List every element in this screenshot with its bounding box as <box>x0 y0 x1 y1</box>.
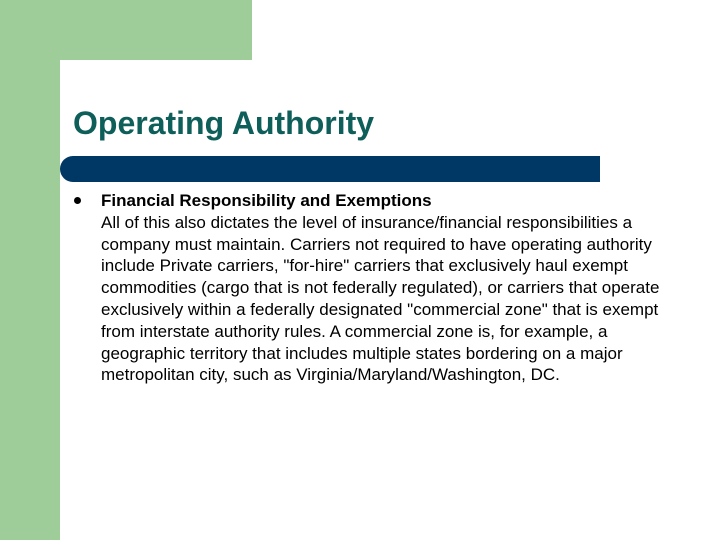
bullet-item <box>101 190 676 386</box>
decorative-green-band-left <box>0 0 60 540</box>
slide-title: Operating Authority <box>73 105 375 141</box>
title-divider-bar <box>60 156 600 182</box>
bullet-paragraph: All of this also dictates the level of insurance/financial responsibilities a company must maintain. Carriers not required to have operating authority include Private carriers, "for-hire" carriers that exclusively haul exempt commodities (cargo that is not federally regulated), or carriers that operate exclusively within a federally designated "commercial zone" that is exempt from interstate authority rules. A commercial zone is, for example, a geographic territory that includes multiple states bordering on a major metropolitan city, such as Virginia/Maryland/Washington, DC. <box>101 212 660 385</box>
bullet-marker <box>74 197 81 204</box>
bullet-heading: Financial Responsibility and Exemptions <box>101 191 432 210</box>
